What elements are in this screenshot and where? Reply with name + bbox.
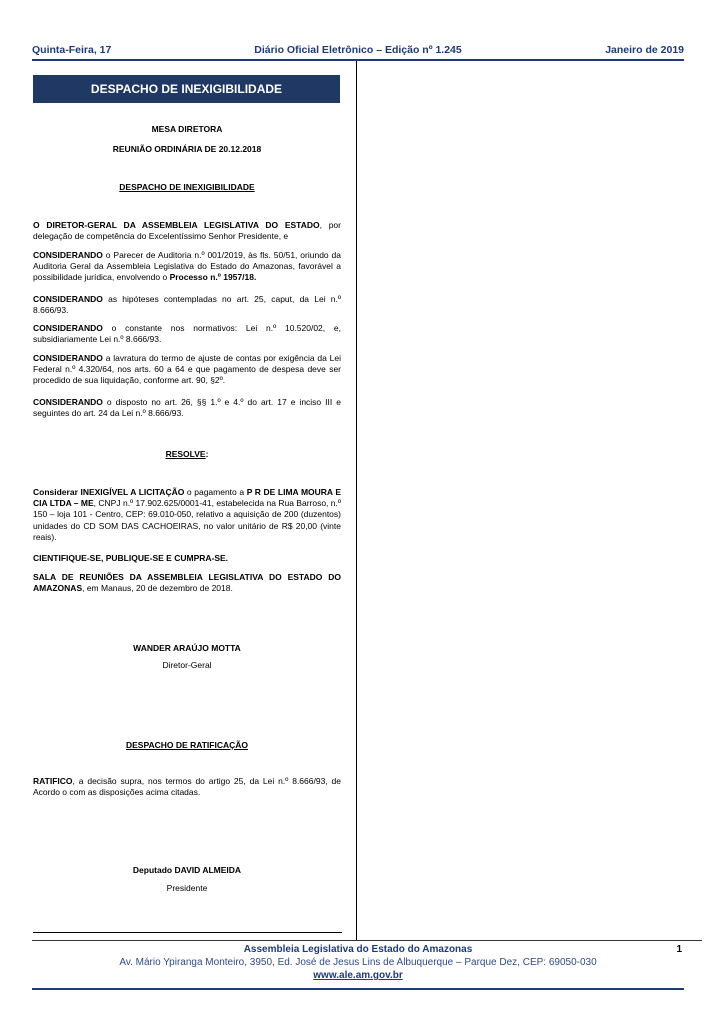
considerando-label: CONSIDERANDO <box>33 250 103 260</box>
reuniao-ordinaria: REUNIÃO ORDINÁRIA DE 20.12.2018 <box>112 144 262 154</box>
paragraph-considerando-2 <box>33 294 341 316</box>
ratificacao-title: DESPACHO DE RATIFICAÇÃO <box>126 740 248 750</box>
header-rule <box>32 59 684 61</box>
considerando-text: a lavratura do termo de ajuste de contas por exigência da Lei Federal n.º 4.320/64, nos arts. 60 a 64 e que pagamento de despesa deve ser procedido de sua liquidação, conforme art. 90, §2º. <box>33 353 341 386</box>
paragraph-considerando-3 <box>33 323 341 345</box>
sala-text: , em Manaus, 20 de dezembro de 2018. <box>82 583 233 594</box>
signature-name-1: WANDER ARAÚJO MOTTA <box>133 643 241 653</box>
considerando-label: CONSIDERANDO <box>33 397 103 407</box>
inexigivel-text: , CNPJ n.º 17.902.625/0001-41, estabelecida na Rua Barroso, n.º 150 – loja 101 - Centro, CEP: 69.010-050, relativo a aquisição de 200 (duzentos) unidades do CD SOM DAS CACHOEIRAS, no valor unitário de R$ 20,00 (vinte reais). <box>33 498 341 542</box>
inexigivel-bold: Considerar INEXIGÍVEL A LICITAÇÃO <box>33 487 185 497</box>
resolve-heading: RESOLVE: <box>165 449 209 459</box>
diretor-bold: O DIRETOR-GERAL DA ASSEMBLEIA LEGISLATIVA DO ESTADO <box>33 220 320 230</box>
despacho-subtitle: DESPACHO DE INEXIGIBILIDADE <box>119 182 255 192</box>
considerando-label: CONSIDERANDO <box>33 323 103 333</box>
signature-name-2: Deputado DAVID ALMEIDA <box>132 865 242 875</box>
page-footer <box>32 943 684 982</box>
considerando-text: o constante nos normativos: Lei n.º 10.520/02, e, subsidiariamente Lei n.º 8.666/93. <box>33 323 341 345</box>
page-header <box>32 44 684 60</box>
header-month: Janeiro de 2019 <box>605 44 684 56</box>
footer-address: Av. Mário Ypiranga Monteiro, 3950, Ed. José de Jesus Lins de Albuquerque – Parque Dez, CEP: 69050-030 <box>119 957 597 968</box>
footer-rule-top <box>32 940 702 941</box>
paragraph-considerando-4 <box>33 353 341 387</box>
processo-number: Processo n.º 1957/18. <box>169 272 257 283</box>
ratifico-bold: RATIFICO <box>33 776 73 786</box>
paragraph-considerando-1 <box>33 250 341 284</box>
column-divider <box>356 61 357 940</box>
mesa-diretora: MESA DIRETORA <box>151 124 223 134</box>
paragraph-ratifico <box>33 776 341 798</box>
considerando-text: o Parecer de Auditoria n.º 001/2019, às fls. 50/51, oriundo da Auditoria Geral da Assembleia Legislativa do Estado do Amazonas, favorável a possibilidade jurídica, envolvendo o <box>33 250 341 283</box>
paragraph-inexigivel: Considerar INEXIGÍVEL A LICITAÇÃO o pagamento a P R DE LIMA MOURA E CIA LTDA – ME, CNPJ n.º 17.902.625/0001-41, estabelecida na Rua Barroso, n.º 150 – loja 101 - Centro, CEP: 69.010-050, relativo a aquisição de 200 (duzentos) unidades do CD SOM DAS CACHOEIRAS, no valor unitário de R$ 20,00 (vinte reais). <box>33 487 341 542</box>
paragraph-sala <box>33 572 341 594</box>
paragraph-diretor <box>33 220 341 242</box>
considerando-label: CONSIDERANDO <box>33 353 103 363</box>
footer-rule-short <box>33 932 342 933</box>
section-banner: DESPACHO DE INEXIGIBILIDADE <box>33 75 340 103</box>
signature-role-2: Presidente <box>166 883 208 893</box>
considerando-text: as hipóteses contempladas no art. 25, caput, da Lei n.º 8.666/93. <box>33 294 341 316</box>
considerando-text: o disposto no art. 26, §§ 1.º e 4.º do art. 17 e inciso III e seguintes do art. 24 da Lei n.º 8.666/93. <box>33 397 341 419</box>
company-name: P R DE LIMA MOURA E CIA LTDA – ME <box>33 487 341 509</box>
ratifico-text: , a decisão supra, nos termos do artigo 25, da Lei n.º 8.666/93, de Acordo o com as disposições acima citadas. <box>33 776 341 798</box>
header-edition: Diário Oficial Eletrônico – Edição nº 1.245 <box>254 44 462 56</box>
sala-bold: SALA DE REUNIÕES DA ASSEMBLEIA LEGISLATIVA DO ESTADO DO AMAZONAS <box>33 572 341 594</box>
footer-site-link[interactable]: www.ale.am.gov.br <box>313 970 403 981</box>
footer-org: Assembleia Legislativa do Estado do Amazonas <box>243 944 473 955</box>
signature-role-1: Diretor-Geral <box>162 660 212 670</box>
header-day: Quinta-Feira, 17 <box>32 44 112 56</box>
diretor-text: , por delegação de competência do Excelentíssimo Senhor Presidente, e <box>33 220 341 242</box>
paragraph-considerando-5 <box>33 397 341 419</box>
cientifique: CIENTIFIQUE-SE, PUBLIQUE-SE E CUMPRA-SE. <box>33 553 229 563</box>
page-number: 1 <box>676 944 682 955</box>
footer-rule-bottom <box>32 988 684 990</box>
considerando-label: CONSIDERANDO <box>33 294 103 304</box>
